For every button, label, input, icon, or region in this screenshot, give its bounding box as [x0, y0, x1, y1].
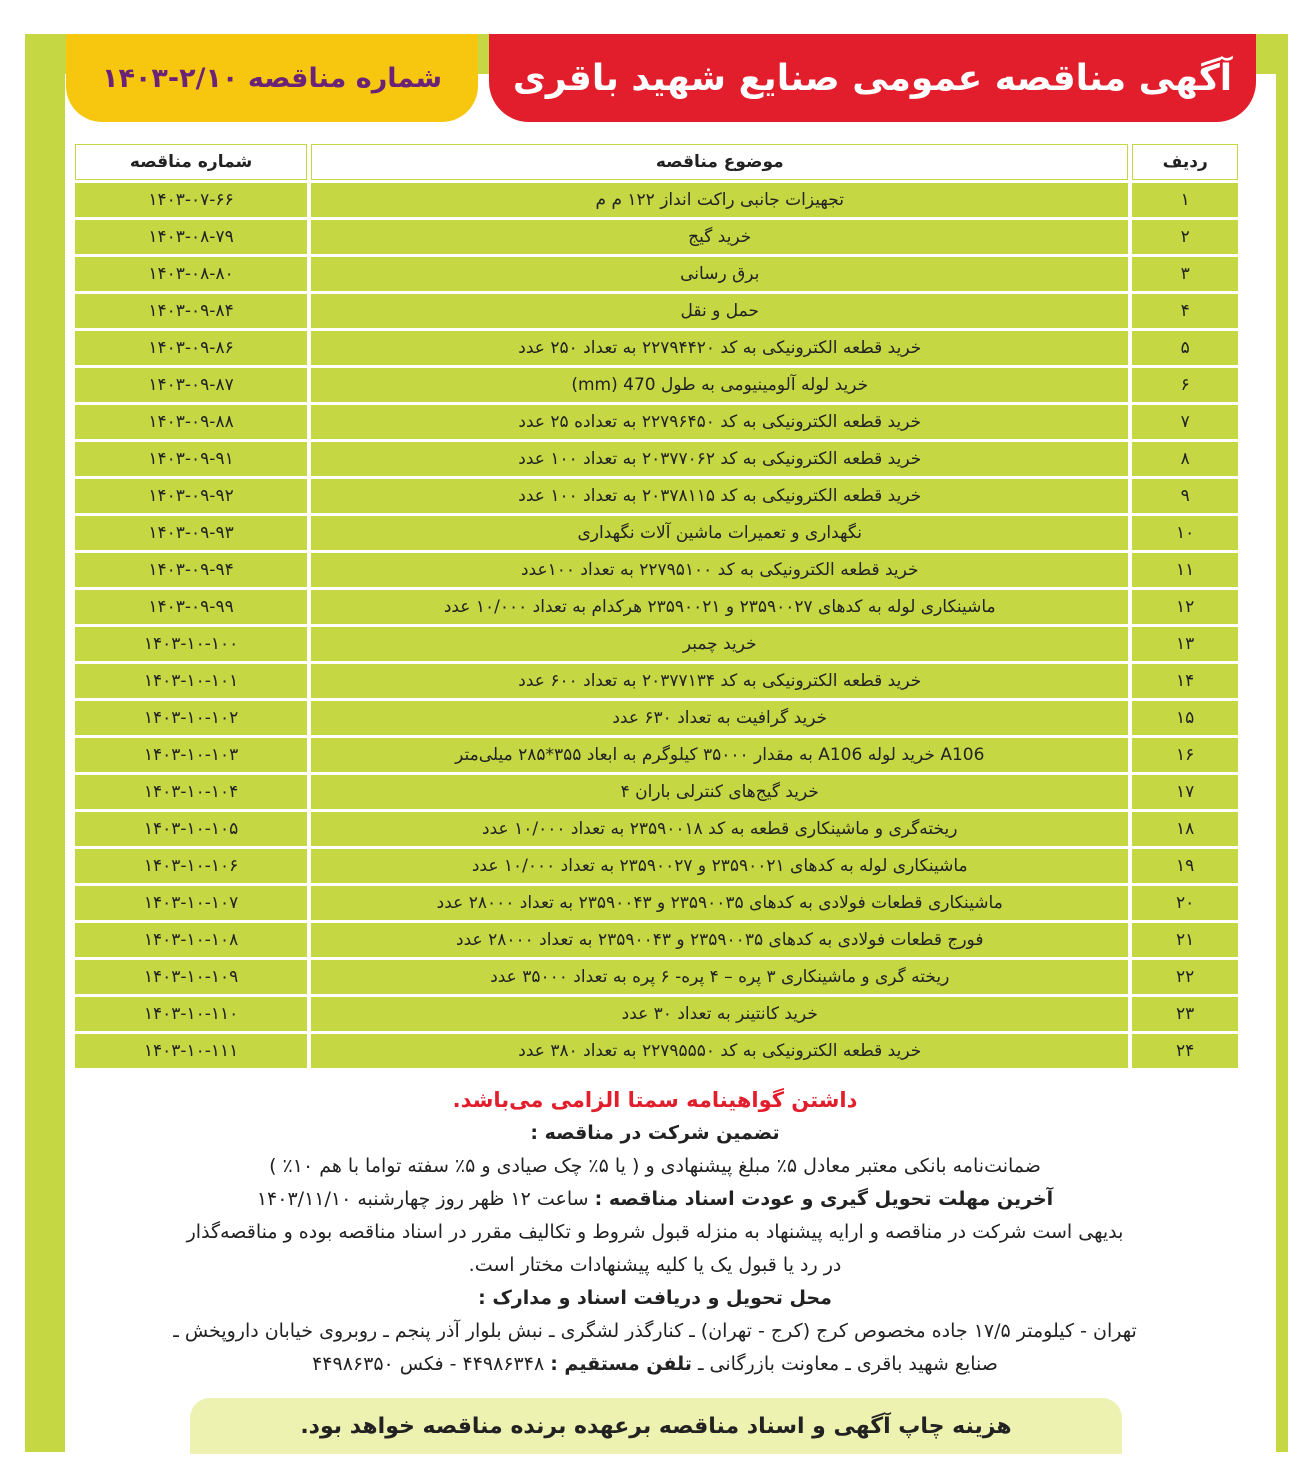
tender-number-cell: ۱۴۰۳-۰۸-۸۰ [75, 257, 307, 291]
table-row [75, 405, 1238, 439]
table-row [75, 331, 1238, 365]
tender-number-cell: ۱۴۰۳-۰۹-۹۴ [75, 553, 307, 587]
tender-number-cell: ۱۴۰۳-۱۰-۱۰۴ [75, 775, 307, 809]
row-number-cell: ۱۳ [1132, 627, 1238, 661]
row-number-cell: ۳ [1132, 257, 1238, 291]
subject-cell: خرید کانتینر به تعداد ۳۰ عدد [311, 997, 1128, 1031]
table-row [75, 368, 1238, 402]
subject-cell: خرید قطعه الکترونیکی به کد ۲۰۳۷۷۰۶۲ به تعداد ۱۰۰ عدد [311, 442, 1128, 476]
table-row [75, 960, 1238, 994]
table-row [75, 220, 1238, 254]
row-number-cell: ۴ [1132, 294, 1238, 328]
table-row [75, 257, 1238, 291]
table-row [75, 812, 1238, 846]
table-row [75, 738, 1238, 772]
row-number-cell: ۱۸ [1132, 812, 1238, 846]
subject-cell: برق رسانی [311, 257, 1128, 291]
location-title: محل تحویل و دریافت اسناد و مدارک : [478, 1287, 832, 1309]
table-row [75, 701, 1238, 735]
row-number-cell: ۱۵ [1132, 701, 1238, 735]
guarantee-text: ضمانت‌نامه بانکی معتبر معادل ۵٪ مبلغ پیشنهادی و ( یا ۵٪ چک صیادی و ۵٪ سفته تواما با هم ۱۰٪ ) [269, 1155, 1041, 1177]
tender-number-cell: ۱۴۰۳-۰۷-۶۶ [75, 183, 307, 217]
row-number-cell: ۷ [1132, 405, 1238, 439]
table-row [75, 775, 1238, 809]
tender-number-cell: ۱۴۰۳-۰۸-۷۹ [75, 220, 307, 254]
tender-number-cell: ۱۴۰۳-۱۰-۱۰۶ [75, 849, 307, 883]
address-line-2 [60, 1348, 1250, 1381]
cost-note: هزینه چاپ آگهی و اسناد مناقصه برعهده برنده مناقصه خواهد بود. [190, 1398, 1122, 1454]
subject-cell: ماشینکاری لوله به کدهای ۲۳۵۹۰۰۲۷ و ۲۳۵۹۰۰۲۱ هرکدام به تعداد ۱۰/۰۰۰ عدد [311, 590, 1128, 624]
deadline-label: آخرین مهلت تحویل گیری و عودت اسناد مناقصه : [594, 1188, 1054, 1210]
table-row [75, 923, 1238, 957]
address-company: صنایع شهید باقری ـ معاونت بازرگانی ـ [697, 1353, 998, 1375]
row-number-cell: ۸ [1132, 442, 1238, 476]
row-number-cell: ۱۲ [1132, 590, 1238, 624]
tender-number-cell: ۱۴۰۳-۱۰-۱۰۵ [75, 812, 307, 846]
terms-line-1: بدیهی است شرکت در مناقصه و ارایه پیشنهاد به منزله قبول شروط و تکالیف مقرر در اسناد مناقصه بوده و مناقصه‌گذار [186, 1221, 1124, 1243]
row-number-cell: ۱۴ [1132, 664, 1238, 698]
subject-cell: خرید قطعه الکترونیکی به کد ۲۰۳۷۸۱۱۵ به تعداد ۱۰۰ عدد [311, 479, 1128, 513]
subject-cell: ماشینکاری قطعات فولادی به کدهای ۲۳۵۹۰۰۳۵ و ۲۳۵۹۰۰۴۳ به تعداد ۲۸۰۰۰ عدد [311, 886, 1128, 920]
tender-table [71, 141, 1242, 1071]
ad-title: آگهی مناقصه عمومی صنایع شهید باقری [489, 34, 1256, 122]
subject-cell: حمل و نقل [311, 294, 1128, 328]
tender-number-cell: ۱۴۰۳-۱۰-۱۰۸ [75, 923, 307, 957]
table-row [75, 183, 1238, 217]
tender-number-cell: ۱۴۰۳-۰۹-۸۴ [75, 294, 307, 328]
table-row [75, 442, 1238, 476]
row-number-cell: ۲۲ [1132, 960, 1238, 994]
tender-number-cell: ۱۴۰۳-۱۰-۱۰۷ [75, 886, 307, 920]
subject-cell: خرید قطعه الکترونیکی به کد ۲۲۷۹۴۴۲۰ به تعداد ۲۵۰ عدد [311, 331, 1128, 365]
row-number-cell: ۲۳ [1132, 997, 1238, 1031]
table-row [75, 886, 1238, 920]
table-row [75, 849, 1238, 883]
tender-number-cell: ۱۴۰۳-۰۹-۹۳ [75, 516, 307, 550]
subject-cell: خرید گیج‌های کنترلی باران ۴ [311, 775, 1128, 809]
header-tender-number: شماره مناقصه [75, 144, 307, 180]
tender-number-cell: ۱۴۰۳-۰۹-۹۱ [75, 442, 307, 476]
tender-number-cell: ۱۴۰۳-۰۹-۸۷ [75, 368, 307, 402]
table-header-row [75, 144, 1238, 180]
tender-number-cell: ۱۴۰۳-۰۹-۸۸ [75, 405, 307, 439]
tender-number-cell: ۱۴۰۳-۱۰-۱۱۱ [75, 1034, 307, 1068]
table-row [75, 516, 1238, 550]
subject-cell: خرید گرافیت به تعداد ۶۳۰ عدد [311, 701, 1128, 735]
table-row [75, 664, 1238, 698]
row-number-cell: ۲ [1132, 220, 1238, 254]
tender-number-cell: ۱۴۰۳-۱۰-۱۰۲ [75, 701, 307, 735]
subject-cell: فورج قطعات فولادی به کدهای ۲۳۵۹۰۰۳۵ و ۲۳۵۹۰۰۴۳ به تعداد ۲۸۰۰۰ عدد [311, 923, 1128, 957]
tender-number-cell: ۱۴۰۳-۱۰-۱۰۱ [75, 664, 307, 698]
table-body [75, 183, 1238, 1068]
tender-number-badge: شماره مناقصه ۲/۱۰-۱۴۰۳ [66, 34, 478, 122]
row-number-cell: ۹ [1132, 479, 1238, 513]
deadline-line [60, 1183, 1250, 1216]
phone-label: تلفن مستقیم : [550, 1353, 692, 1375]
row-number-cell: ۱۱ [1132, 553, 1238, 587]
row-number-cell: ۱۰ [1132, 516, 1238, 550]
subject-cell: ریخته گری و ماشینکاری ۳ پره – ۴ پره- ۶ پره به تعداد ۳۵۰۰۰ عدد [311, 960, 1128, 994]
subject-cell: نگهداری و تعمیرات ماشین آلات نگهداری [311, 516, 1128, 550]
table-row [75, 997, 1238, 1031]
row-number-cell: ۲۱ [1132, 923, 1238, 957]
certificate-requirement: داشتن گواهینامه سمتا الزامی می‌باشد. [452, 1088, 858, 1112]
row-number-cell: ۱۶ [1132, 738, 1238, 772]
subject-cell: ماشینکاری لوله به کدهای ۲۳۵۹۰۰۲۱ و ۲۳۵۹۰۰۲۷ به تعداد ۱۰/۰۰۰ عدد [311, 849, 1128, 883]
subject-cell: تجهیزات جانبی راکت انداز ۱۲۲ م م [311, 183, 1128, 217]
subject-cell: خرید قطعه الکترونیکی به کد ۲۲۷۹۵۱۰۰ به تعداد ۱۰۰عدد [311, 553, 1128, 587]
row-number-cell: ۲۰ [1132, 886, 1238, 920]
table-row [75, 1034, 1238, 1068]
tender-number-cell: ۱۴۰۳-۰۹-۹۹ [75, 590, 307, 624]
tender-number-cell: ۱۴۰۳-۱۰-۱۰۳ [75, 738, 307, 772]
tender-number-cell: ۱۴۰۳-۰۹-۹۲ [75, 479, 307, 513]
tender-number-cell: ۱۴۰۳-۰۹-۸۶ [75, 331, 307, 365]
tender-number-cell: ۱۴۰۳-۱۰-۱۱۰ [75, 997, 307, 1031]
tender-number-cell: ۱۴۰۳-۱۰-۱۰۹ [75, 960, 307, 994]
ad-footer [60, 1084, 1250, 1381]
subject-cell: A106 خرید لوله A106 به مقدار ۳۵۰۰۰ کیلوگرم به ابعاد ۳۵۵*۲۸۵ میلی‌متر [311, 738, 1128, 772]
subject-cell: خرید گیج [311, 220, 1128, 254]
subject-cell: خرید قطعه الکترونیکی به کد ۲۰۳۷۷۱۳۴ به تعداد ۶۰۰ عدد [311, 664, 1128, 698]
row-number-cell: ۶ [1132, 368, 1238, 402]
row-number-cell: ۱۷ [1132, 775, 1238, 809]
table-row [75, 627, 1238, 661]
guarantee-title: تضمین شرکت در مناقصه : [530, 1122, 780, 1144]
subject-cell: خرید لوله آلومینیومی به طول 470 (mm) [311, 368, 1128, 402]
subject-cell: خرید قطعه الکترونیکی به کد ۲۲۷۹۶۴۵۰ به تعداده ۲۵ عدد [311, 405, 1128, 439]
table-row [75, 590, 1238, 624]
row-number-cell: ۱۹ [1132, 849, 1238, 883]
row-number-cell: ۵ [1132, 331, 1238, 365]
deadline-value: ساعت ۱۲ ظهر روز چهارشنبه ۱۴۰۳/۱۱/۱۰ [256, 1188, 589, 1210]
tender-number-cell: ۱۴۰۳-۱۰-۱۰۰ [75, 627, 307, 661]
subject-cell: خرید چمبر [311, 627, 1128, 661]
address-line-1: تهران - کیلومتر ۱۷/۵ جاده مخصوص کرج (کرج - تهران) ـ کنارگذر لشگری ـ نبش بلوار آذر پنجم ـ روبروی خیابان داروپخش ـ [173, 1320, 1137, 1342]
phone-value: ۴۴۹۸۶۳۴۸ - فکس ۴۴۹۸۶۳۵۰ [312, 1353, 545, 1375]
terms-line-2: در رد یا قبول یک یا کلیه پیشنهادات مختار است. [468, 1254, 842, 1276]
row-number-cell: ۱ [1132, 183, 1238, 217]
subject-cell: ریخته‌گری و ماشینکاری قطعه به کد ۲۳۵۹۰۰۱۸ به تعداد ۱۰/۰۰۰ عدد [311, 812, 1128, 846]
subject-cell: خرید قطعه الکترونیکی به کد ۲۲۷۹۵۵۵۰ به تعداد ۳۸۰ عدد [311, 1034, 1128, 1068]
table-row [75, 294, 1238, 328]
header-row-number: ردیف [1132, 144, 1238, 180]
table-row [75, 553, 1238, 587]
header-subject: موضوع مناقصه [311, 144, 1128, 180]
row-number-cell: ۲۴ [1132, 1034, 1238, 1068]
table-row [75, 479, 1238, 513]
